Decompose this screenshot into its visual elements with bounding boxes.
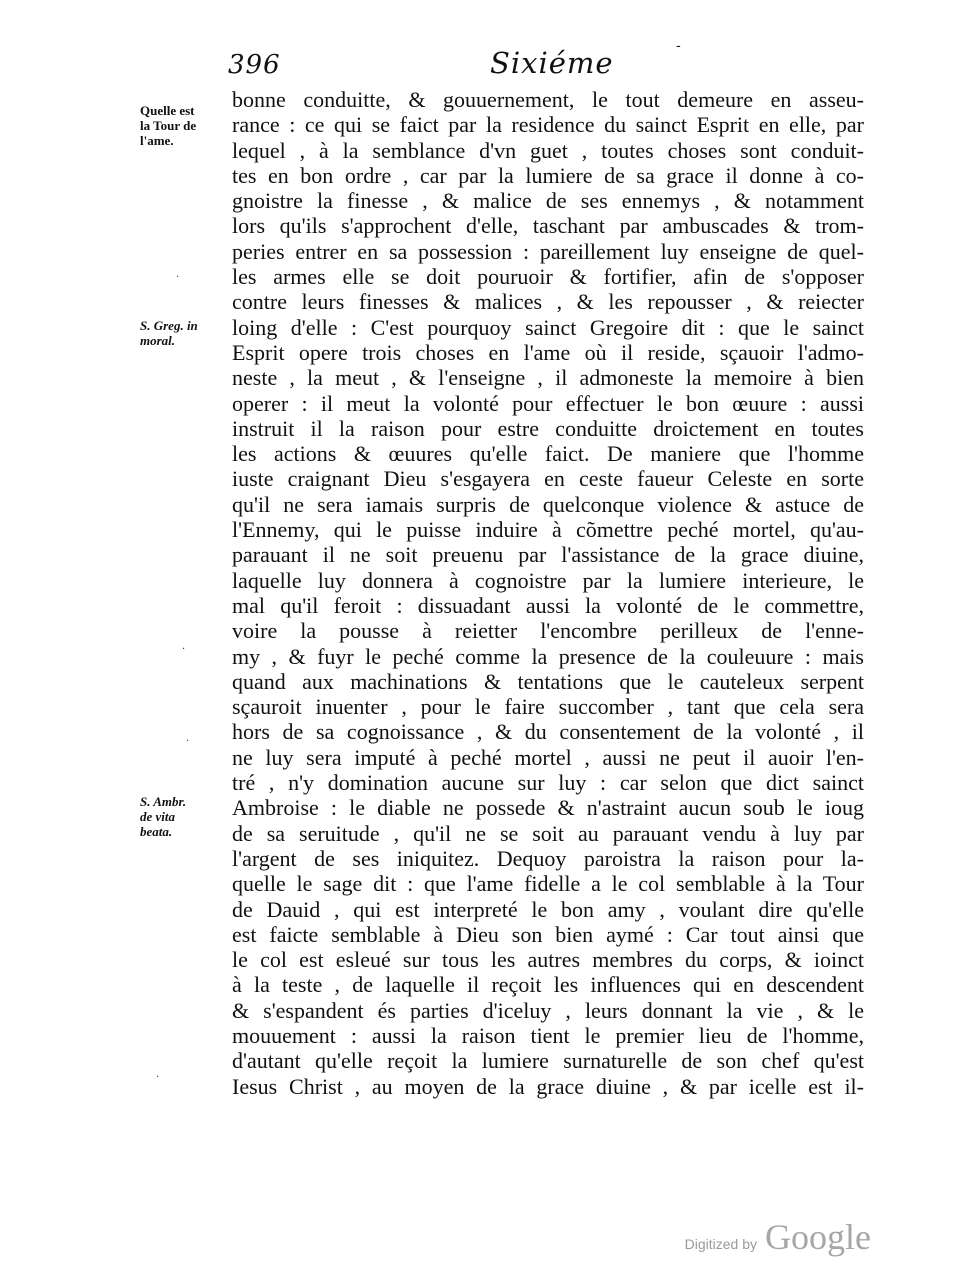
text-line: d'autant qu'elle reçoit la lumiere surnaturelle de son chef qu'est [232,1048,864,1074]
text-line: tré , n'y domination aucune sur luy : car selon que dict sainct [232,770,864,796]
margin-note-tour-de-lame [140,103,228,148]
text-line: bonne conduitte, & gouuernement, le tout demeure en asseu- [232,87,864,112]
page-number: 396 [228,50,281,80]
text-line: tes en bon ordre , car par la lumiere de sa grace il donne à co- [232,162,864,188]
ink-speck: · [176,272,180,283]
text-line: à la teste , de laquelle il reçoit les influences qui en descendent [232,972,864,998]
text-line: & s'espandent és parties d'iceluy , leurs donnant la vie , & le [232,997,864,1023]
margin-note-line: S. Greg. in [140,318,198,333]
text-line: lequel , à la semblance d'vn guet , toutes choses sont conduit- [232,137,864,163]
text-line: qu'il ne sera iamais surpris de quelconque violence & astuce de [232,491,864,517]
margin-note-gregory [140,318,228,348]
margin-note-line: moral. [140,333,176,348]
text-line: les armes elle se doit pouruoir & fortifier, afin de s'opposer [232,264,864,290]
text-line: l'Ennemy, qui le puisse induire à cõmettre peché mortel, qu'au- [232,517,864,543]
text-line: Iesus Christ , au moyen de la grace diuine , & par icelle est il- [232,1073,864,1099]
text-line: instruit il la raison pour estre conduitte droictement en toutes [232,415,864,441]
margin-note-line: S. Ambr. [140,794,187,809]
text-line: lors qu'ils s'approchent d'elle, taschant par ambuscades & trom- [232,213,864,239]
text-line: de sa seruitude , qu'il ne se soit au parauant vendu à luy par [232,820,864,846]
text-line: voire la pousse à reietter l'encombre perilleux de l'enne- [232,618,864,644]
header-ornament: - [676,38,681,54]
text-line: est faicte semblable à Dieu son bien aymé : Car tout ainsi que [232,921,864,947]
text-line: ne luy sera imputé à peché mortel , aussi ne peut il auoir l'en- [232,744,864,770]
margin-note-line: l'ame. [140,133,174,148]
text-line: rance : ce qui se faict par la residence du sainct Esprit en elle, par [232,112,864,138]
text-line: mal qu'il feroit : dissuadant aussi la volonté de le commettre, [232,592,864,618]
digitized-by-label: Digitized by [684,1236,758,1252]
text-line: iuste craignant Dieu s'esgayera en ceste faueur Celeste en sorte [232,466,864,492]
text-line: laquelle luy donnera à cognoistre par la lumiere interieure, le [232,567,864,593]
ink-speck: · [182,644,186,655]
text-line: parauant il ne soit preuenu par l'assistance de la grace diuine, [232,542,864,568]
ink-speck: · [156,1072,160,1083]
body-text [232,87,864,1099]
digitization-watermark [685,1216,871,1258]
google-logo: Google [765,1217,871,1257]
text-line: quand aux machinations & tentations que le cauteleux serpent [232,668,864,694]
text-line: Ambroise : le diable ne possede & n'astraint aucun soub le ioug [232,795,864,821]
margin-note-line: de vita [140,809,176,824]
text-line: mouuement : aussi la raison tient le premier lieu de l'homme, [232,1022,864,1048]
text-line: my , & fuyr le peché comme la presence de la couleuure : mais [232,643,864,669]
margin-note-line: Quelle est [140,103,195,118]
text-line: gnoistre la finesse , & malice de ses ennemys , & notamment [232,188,864,214]
text-line: les actions & œuures qu'elle faict. De maniere que l'homme [232,441,864,467]
text-line: sçauroit inuenter , pour le faire succomber , tant que cela sera [232,694,864,720]
text-line: hors de sa cognoissance , & du consentement de la volonté , il [232,719,864,745]
text-line: le col est esleué sur tous les autres membres du corps, & ioinct [232,947,864,973]
running-title: Sixiéme [490,46,614,80]
text-line: operer : il meut la volonté pour effectuer le bon œuure : aussi [232,390,864,416]
text-line: l'argent de ses iniquitez. Dequoy paroistra la raison pour la- [232,845,864,871]
margin-note-line: la Tour de [140,118,197,133]
text-line: quelle le sage dit : que l'ame fidelle a le col semblable à la Tour [232,871,864,897]
text-line: loing d'elle : C'est pourquoy sainct Gregoire dit : que le sainct [232,314,864,340]
text-line: de Dauid , qui est interpreté le bon amy , voulant dire qu'elle [232,896,864,922]
text-line: peries entrer en sa possession : pareillement luy enseigne de quel- [232,238,864,264]
text-line: Esprit opere trois choses en l'ame où il reside, sçauoir l'admo- [232,339,864,365]
text-line: neste , la meut , & l'enseigne , il admoneste la memoire à bien [232,365,864,391]
ink-speck: · [186,736,190,747]
margin-note-line: beata. [140,824,173,839]
margin-note-ambrose [140,794,228,839]
text-line: contre leurs finesses & malices , & les repousser , & reiecter [232,289,864,315]
